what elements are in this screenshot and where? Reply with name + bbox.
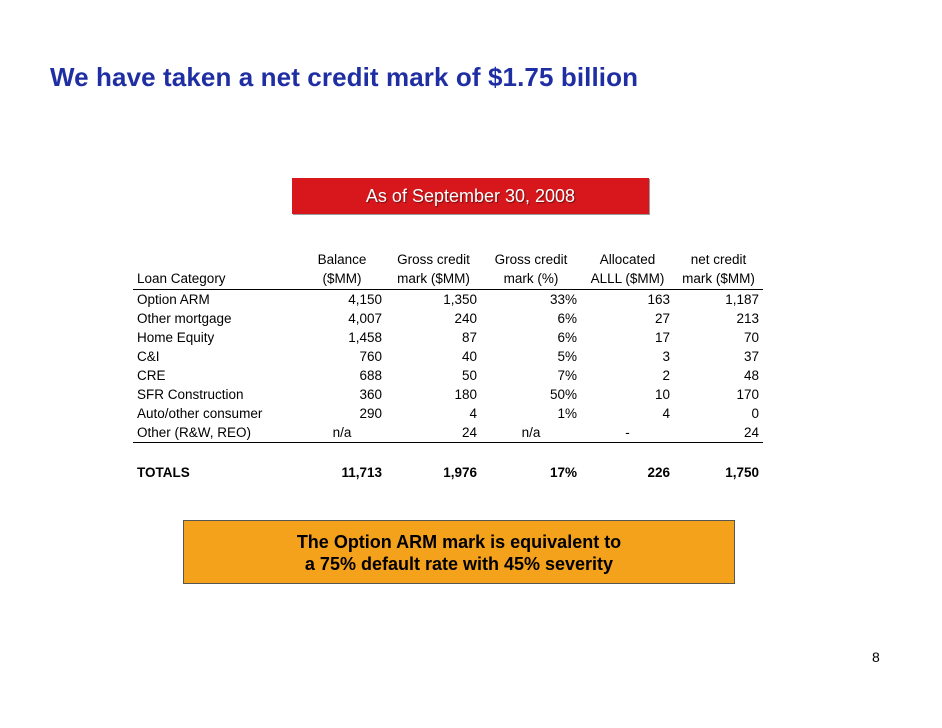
gross-mark-cell: 1,350 (443, 292, 477, 307)
gross-mark-pct-cell: 33% (549, 292, 577, 307)
table-row (133, 347, 763, 366)
callout-line-2: a 75% default rate with 45% severity (304, 554, 614, 574)
gross-mark-pct-cell: 5% (557, 349, 577, 364)
net-mark-cell: 213 (736, 311, 759, 326)
column-header: ALLL ($MM) (581, 269, 674, 290)
net-mark-cell: 70 (743, 330, 759, 345)
column-header: mark ($MM) (674, 269, 763, 290)
table-row (133, 328, 763, 347)
table-row (133, 404, 763, 423)
alll-cell: 163 (647, 292, 670, 307)
loan-category-cell: C&I (137, 349, 160, 364)
column-header: Allocated (599, 252, 656, 267)
loan-category-cell: Other (R&W, REO) (133, 423, 298, 443)
loan-category-cell: CRE (137, 368, 166, 383)
callout-line-1: The Option ARM mark is equivalent to (296, 532, 622, 552)
alll-cell: 27 (654, 311, 670, 326)
column-header: mark ($MM) (386, 269, 481, 290)
gross-mark-pct-total: 17% (549, 465, 577, 480)
balance-total: 11,713 (341, 465, 382, 480)
column-header: mark (%) (481, 269, 581, 290)
table-row (133, 385, 763, 404)
loan-category-cell: Home Equity (137, 330, 215, 345)
net-mark-cell: 24 (674, 423, 763, 443)
page-number: 8 (872, 649, 880, 665)
gross-mark-cell: 40 (461, 349, 477, 364)
gross-mark-cell: 50 (461, 368, 477, 383)
net-mark-cell: 48 (743, 368, 759, 383)
column-header: net credit (690, 252, 747, 267)
date-banner: As of September 30, 2008 (292, 178, 649, 214)
alll-cell: 10 (654, 387, 670, 402)
net-mark-cell: 0 (751, 406, 759, 421)
net-mark-cell: 170 (736, 387, 759, 402)
header-row-top (133, 250, 763, 269)
gross-mark-pct-cell: 7% (557, 368, 577, 383)
column-header: Balance (317, 252, 367, 267)
column-header: Gross credit (494, 252, 568, 267)
alll-cell: 17 (654, 330, 670, 345)
alll-cell: - (581, 423, 674, 443)
totals-label: TOTALS (137, 465, 190, 480)
column-header: Gross credit (397, 252, 470, 267)
table-row (133, 366, 763, 385)
alll-cell: 3 (662, 349, 670, 364)
option-arm-callout (183, 520, 735, 584)
gross-mark-pct-cell: n/a (481, 423, 581, 443)
slide-title: We have taken a net credit mark of $1.75 billion (50, 62, 639, 92)
gross-mark-pct-cell: 1% (557, 406, 577, 421)
balance-cell: 360 (359, 387, 382, 402)
column-header: ($MM) (298, 269, 386, 290)
net-mark-cell: 37 (743, 349, 759, 364)
gross-mark-cell: 24 (386, 423, 481, 443)
balance-cell: 760 (359, 349, 382, 364)
balance-cell: 4,150 (348, 292, 382, 307)
header-row-bottom (133, 269, 763, 290)
table-row (133, 423, 763, 443)
balance-cell: 688 (359, 368, 382, 383)
net-mark-cell: 1,187 (725, 292, 759, 307)
credit-mark-table (133, 250, 763, 482)
gross-mark-cell: 87 (461, 330, 477, 345)
alll-total: 226 (647, 465, 670, 480)
alll-cell: 2 (662, 368, 670, 383)
balance-cell: 290 (359, 406, 382, 421)
gross-mark-cell: 240 (454, 311, 477, 326)
column-header: Loan Category (133, 269, 298, 290)
spacer-row (133, 443, 763, 464)
balance-cell: 1,458 (348, 330, 382, 345)
gross-mark-cell: 180 (454, 387, 477, 402)
gross-mark-total: 1,976 (443, 465, 477, 480)
totals-row (133, 463, 763, 482)
alll-cell: 4 (662, 406, 670, 421)
table-row (133, 309, 763, 328)
net-mark-total: 1,750 (725, 465, 759, 480)
column-header (133, 250, 298, 269)
balance-cell: n/a (298, 423, 386, 443)
gross-mark-pct-cell: 6% (557, 311, 577, 326)
gross-mark-cell: 4 (469, 406, 477, 421)
balance-cell: 4,007 (348, 311, 382, 326)
loan-category-cell: Auto/other consumer (137, 406, 263, 421)
loan-category-cell: Option ARM (137, 292, 210, 307)
loan-category-cell: Other mortgage (137, 311, 232, 326)
table-row (133, 290, 763, 310)
loan-category-cell: SFR Construction (137, 387, 244, 402)
gross-mark-pct-cell: 50% (549, 387, 577, 402)
gross-mark-pct-cell: 6% (557, 330, 577, 345)
